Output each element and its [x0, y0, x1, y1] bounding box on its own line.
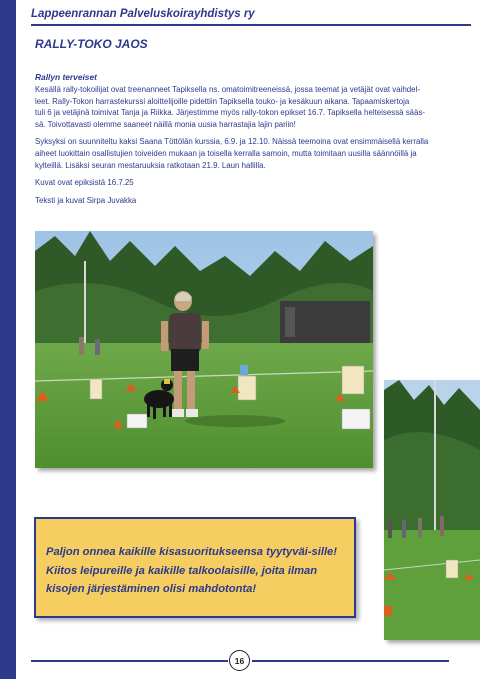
publication-title: Lappeenrannan Palveluskoirayhdistys ry [31, 8, 255, 20]
photo-illustration [35, 231, 373, 468]
author-credit: Teksti ja kuvat Sirpa Juvakka [35, 195, 137, 205]
congratulations-callout [34, 517, 356, 618]
photo-illustration [384, 380, 480, 640]
photo-credit-date: Kuvat ovat epiksistä 16.7.25 [35, 178, 134, 188]
page-number: 16 [229, 650, 250, 671]
header-divider [31, 24, 471, 26]
photo-rally-course [384, 380, 480, 640]
sidebar-stripe [0, 0, 16, 679]
article-body [35, 72, 449, 212]
article-subheading: Rallyn terveiset [35, 72, 97, 82]
photo-handler-and-dog [35, 231, 373, 468]
section-title: RALLY-TOKO JAOS [35, 37, 148, 51]
callout-text: Paljon onnea kaikille kisasuoritukseensa tyytyväi-sille! Kiitos leipureille ja kaikille talkoolaisille, joita ilman kisojen järjestäminen olisi mahdotonta! [46, 546, 338, 595]
article-paragraph: Kesällä rally-tokoilijat ovat treenanneet Tapiksella ns. omatoimitreeneissä, jossa teemat ja vetäjät ovat vaihdel- leet. Rally-Tokon harrastekurssi aloittelijoille pidettiin Tapiksella touko- ja kesäkuun aikana. Tapaamiskertoja tuli 6 ja vetäjinä toimivat Tanja ja Riikka. Järjestimme myös rally-tokon epikset 16.7. Tapiksella helteisessä sääs- sä. Toivottavasti olemme saaneet näillä monia uusia harrastajia lajin pariin! [35, 85, 426, 129]
footer-divider-right [252, 660, 449, 662]
article-paragraph: Syksyksi on suunniteltu kaksi Saana Töttölän kurssia, 6.9. ja 12.10. Näissä teemoina ovat ensimmäisellä kerralla aiheet luokittain osallistujien toiveiden mukaan ja toisella kerralla samoin, mutta toimitaan uusilla säännöillä ja kylteillä. Lisäksi seuran mestaruuksia ratkotaan 21.9. Laun hallilla. [35, 137, 429, 170]
footer-divider-left [31, 660, 228, 662]
